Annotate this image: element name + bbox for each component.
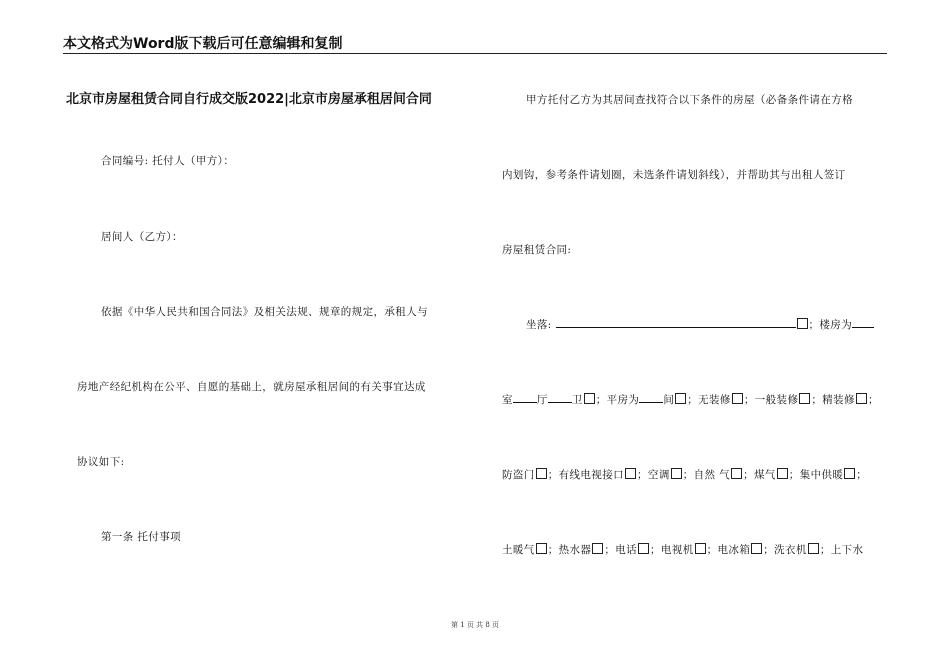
right-paragraph-line-1: 甲方托付乙方为其居间查找符合以下条件的房屋（必备条件请在方格 bbox=[526, 94, 853, 106]
air-conditioner-checkbox[interactable] bbox=[671, 468, 682, 479]
water-heater-label: ；热水器 bbox=[547, 544, 592, 556]
no-decoration-label: ；无装修 bbox=[687, 394, 731, 406]
cable-tv-label: ；有线电视接口 bbox=[547, 469, 625, 481]
natural-gas-label: ；自然 气 bbox=[682, 469, 731, 481]
basic-decoration-checkbox[interactable] bbox=[799, 393, 810, 404]
facilities-line-2 bbox=[502, 542, 863, 558]
telephone-checkbox[interactable] bbox=[638, 543, 649, 554]
television-checkbox[interactable] bbox=[695, 543, 706, 554]
basis-paragraph-line-1: 依据《中华人民共和国合同法》及相关法规、规章的规定，承租人与 bbox=[101, 306, 428, 318]
fine-decoration-label: ；精装修 bbox=[811, 394, 855, 406]
water-heater-checkbox[interactable] bbox=[592, 543, 603, 554]
right-paragraph-line-3: 房屋租赁合同: bbox=[502, 244, 572, 256]
document-title: 北京市房屋租赁合同自行成交版2022|北京市房屋承租居间合同 bbox=[66, 92, 432, 107]
location-label: 坐落: bbox=[526, 319, 552, 331]
right-paragraph-line-2: 内划钩，参考条件请划圈，未选条件请划斜线），并帮助其与出租人签订 bbox=[502, 169, 846, 181]
location-blank[interactable] bbox=[556, 317, 796, 328]
basic-decoration-label: ；一般装修 bbox=[743, 394, 799, 406]
local-heater-label: 土暖气 bbox=[502, 544, 535, 556]
page-number: 第 1 页 共 8 页 bbox=[450, 621, 500, 629]
telephone-label: ；电话 bbox=[604, 544, 638, 556]
coal-gas-label: ；煤气 bbox=[743, 469, 776, 481]
contract-number-line: 合同编号: 托付人（甲方）： bbox=[101, 155, 235, 167]
header-divider bbox=[63, 53, 887, 54]
rooms-label: 间 bbox=[663, 394, 675, 406]
hall-blank[interactable] bbox=[513, 392, 537, 403]
intermediary-line: 居间人（乙方）： bbox=[101, 231, 183, 243]
bungalow-label: ；平房为 bbox=[595, 394, 640, 406]
bungalow-blank[interactable] bbox=[639, 392, 663, 403]
location-line bbox=[526, 317, 874, 333]
facilities-line-1 bbox=[502, 467, 867, 483]
refrigerator-checkbox[interactable] bbox=[751, 543, 762, 554]
hall-label: 厅 bbox=[536, 394, 548, 406]
bungalow-checkbox[interactable] bbox=[675, 393, 686, 404]
no-decoration-checkbox[interactable] bbox=[732, 393, 743, 404]
washing-machine-label: ；洗衣机 bbox=[763, 544, 807, 556]
plumbing-label: ；上下水 bbox=[819, 544, 864, 556]
location-checkbox[interactable] bbox=[797, 318, 808, 329]
natural-gas-checkbox[interactable] bbox=[731, 468, 742, 479]
central-heating-label: ；集中供暖 bbox=[788, 469, 844, 481]
article-one-heading: 第一条 托付事项 bbox=[101, 531, 182, 543]
bath-label: 卫 bbox=[571, 394, 583, 406]
television-label: ；电视机 bbox=[650, 544, 694, 556]
room-label: 室 bbox=[502, 394, 513, 406]
bath-checkbox[interactable] bbox=[584, 393, 595, 404]
local-heater-checkbox[interactable] bbox=[536, 543, 547, 554]
air-conditioner-label: ；空调 bbox=[637, 469, 670, 481]
document-header-title: 本文格式为Word版下载后可任意编辑和复制 bbox=[63, 36, 343, 52]
washing-machine-checkbox[interactable] bbox=[808, 543, 819, 554]
security-door-checkbox[interactable] bbox=[536, 468, 547, 479]
room-layout-line bbox=[502, 392, 879, 408]
basis-paragraph-line-2: 房地产经纪机构在公平、自愿的基础上，就房屋承租居间的有关事宜达成 bbox=[77, 381, 426, 393]
security-door-label: 防盗门 bbox=[502, 469, 535, 481]
coal-gas-checkbox[interactable] bbox=[777, 468, 788, 479]
cable-tv-checkbox[interactable] bbox=[625, 468, 636, 479]
basis-paragraph-line-3: 协议如下: bbox=[77, 456, 125, 468]
bath-blank[interactable] bbox=[548, 392, 572, 403]
refrigerator-label: ；电冰箱 bbox=[706, 544, 751, 556]
fine-decoration-checkbox[interactable] bbox=[856, 393, 867, 404]
floor-blank[interactable] bbox=[852, 317, 874, 328]
central-heating-checkbox[interactable] bbox=[844, 468, 855, 479]
separator: ； bbox=[867, 394, 879, 406]
separator: ； bbox=[856, 469, 868, 481]
building-type-label: ；楼房为 bbox=[808, 319, 853, 331]
